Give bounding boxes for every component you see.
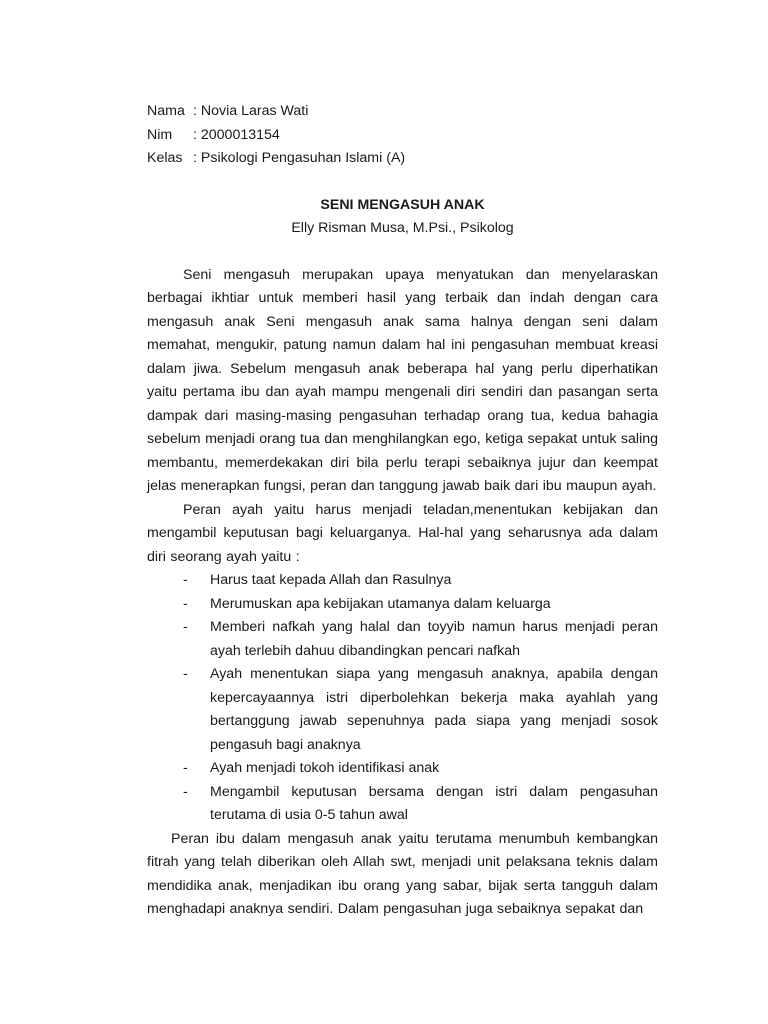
bullet-marker: - bbox=[183, 595, 188, 612]
info-value: : Novia Laras Wati bbox=[193, 103, 309, 119]
list-item bbox=[147, 781, 658, 828]
list-item-text: Merumuskan apa kebijakan utamanya dalam keluarga bbox=[210, 595, 551, 612]
bullet-marker: - bbox=[183, 760, 188, 776]
info-value: : Psikologi Pengasuhan Islami (A) bbox=[193, 150, 406, 166]
info-row-nim bbox=[147, 124, 658, 148]
list-item bbox=[147, 663, 658, 757]
bullet-marker: - bbox=[183, 572, 188, 588]
bullet-list bbox=[147, 569, 658, 828]
paragraph: Peran ibu dalam mengasuh anak yaitu terutama menumbuh kembangkan fitrah yang telah diberikan oleh Allah swt, menjadi unit pelaksana teknis dalam mendidika anak, menjadikan ibu orang yang sabar, bijak serta tangguh dalam menghadapi anaknya sendiri. Dalam pengasuhan juga sebaiknya sepakat dan bbox=[147, 830, 658, 917]
document-title: SENI MENGASUH ANAK bbox=[320, 196, 485, 213]
bullet-marker: - bbox=[183, 666, 188, 682]
bullet-marker: - bbox=[183, 783, 188, 800]
title-block bbox=[147, 194, 658, 241]
document-content bbox=[147, 100, 658, 922]
list-item bbox=[147, 757, 658, 781]
list-item bbox=[147, 616, 658, 663]
list-item bbox=[147, 569, 658, 593]
info-value: : 2000013154 bbox=[193, 126, 280, 143]
document-body bbox=[147, 264, 658, 922]
document-author: Elly Risman Musa, M.Psi., Psikolog bbox=[291, 220, 514, 236]
bullet-marker: - bbox=[183, 619, 188, 635]
info-label: Kelas bbox=[147, 150, 183, 166]
list-item-text: Ayah menjadi tokoh identifikasi anak bbox=[210, 760, 440, 776]
list-item-text: Harus taat kepada Allah dan Rasulnya bbox=[210, 572, 452, 588]
info-row-name bbox=[147, 100, 658, 124]
list-item-text: Ayah menentukan siapa yang mengasuh anaknya, apabila dengan kepercayaannya istri diperbolehkan bekerja maka ayahlah yang bertanggung jawab sepenuhnya pada siapa yang menjadi sosok pengasuh bagi anaknya bbox=[210, 666, 658, 753]
info-label: Nim bbox=[147, 126, 173, 143]
student-info bbox=[147, 100, 658, 171]
paragraph: Peran ayah yaitu harus menjadi teladan,menentukan kebijakan dan mengambil keputusan bagi keluarganya. Hal-hal yang seharusnya ada dalam diri seorang ayah yaitu : bbox=[147, 501, 658, 565]
list-item bbox=[147, 593, 658, 617]
info-row-class bbox=[147, 147, 658, 171]
list-item-text: Mengambil keputusan bersama dengan istri dalam pengasuhan terutama di usia 0-5 tahun awal bbox=[210, 783, 658, 823]
info-label: Nama bbox=[147, 103, 185, 119]
list-item-text: Memberi nafkah yang halal dan toyyib namun harus menjadi peran ayah terlebih dahuu dibandingkan pencari nafkah bbox=[210, 619, 658, 659]
paragraph: Seni mengasuh merupakan upaya menyatukan dan menyelaraskan berbagai ikhtiar untuk memberi hasil yang terbaik dan indah dengan cara mengasuh anak Seni mengasuh anak sama halnya dengan seni dalam memahat, mengukir, patung namun dalam hal ini pengasuhan membuat kreasi dalam jiwa. Sebelum mengasuh anak beberapa hal yang perlu diperhatikan yaitu pertama ibu dan ayah mampu mengenali diri sendiri dan pasangan serta dampak dari masing-masing pengasuhan terhadap orang tua, kedua bahagia sebelum menjadi orang tua dan menghilangkan ego, ketiga sepakat untuk saling membantu, memerdekakan diri bila perlu terapi sebaiknya jujur dan keempat jelas menerapkan fungsi, peran dan tanggung jawab baik dari ibu maupun ayah. bbox=[147, 266, 658, 494]
